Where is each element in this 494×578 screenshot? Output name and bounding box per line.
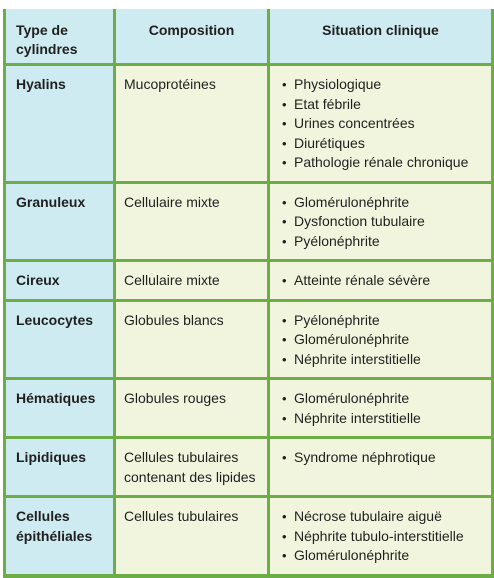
cast-type-cell: Hématiques [5, 379, 115, 438]
composition-cell: Globules rouges [115, 379, 269, 438]
list-item: • Glomérulonéphrite [282, 330, 485, 350]
list-item: • Pyélonéphrite [282, 311, 485, 331]
list-item: • Physiologique [282, 75, 485, 95]
situation-list [282, 389, 485, 428]
list-item: • Pyélonéphrite [282, 232, 485, 252]
cast-type-cell: Granuleux [5, 182, 115, 261]
header-composition: Composition [115, 9, 269, 65]
clinical-situation-cell [269, 182, 493, 261]
cast-type-cell: Cireux [5, 261, 115, 301]
list-item: • Syndrome néphrotique [282, 448, 485, 468]
clinical-situation-cell [269, 65, 493, 183]
list-item: • Urines concentrées [282, 114, 485, 134]
clinical-situation-cell [269, 497, 493, 576]
clinical-situation-cell [269, 300, 493, 379]
header-row [5, 9, 493, 65]
list-item: • Glomérulonéphrite [282, 546, 485, 566]
table-row [5, 438, 493, 497]
list-item: • Dysfonction tubulaire [282, 212, 485, 232]
situation-list [282, 75, 485, 173]
list-item: • Etat fébrile [282, 95, 485, 115]
list-item: • Atteinte rénale sévère [282, 271, 485, 291]
situation-list [282, 271, 485, 291]
composition-cell: Globules blancs [115, 300, 269, 379]
table-row [5, 300, 493, 379]
list-item: • Néphrite tubulo-interstitielle [282, 527, 485, 547]
header-situation: Situation clinique [269, 9, 493, 65]
composition-cell: Cellulaire mixte [115, 182, 269, 261]
table-row [5, 497, 493, 576]
table-row [5, 65, 493, 183]
situation-list [282, 507, 485, 566]
cast-type-cell: Lipidiques [5, 438, 115, 497]
cast-type-cell: Cellules épithéliales [5, 497, 115, 576]
situation-list [282, 311, 485, 370]
header-type: Type de cylindres [5, 9, 115, 65]
list-item: • Glomérulonéphrite [282, 389, 485, 409]
composition-cell: Cellulaire mixte [115, 261, 269, 301]
composition-cell: Cellules tubulaires [115, 497, 269, 576]
situation-list [282, 193, 485, 252]
composition-cell: Cellules tubulaires contenant des lipides [115, 438, 269, 497]
list-item: • Diurétiques [282, 134, 485, 154]
list-item: • Pathologie rénale chronique [282, 153, 485, 173]
cast-type-cell: Hyalins [5, 65, 115, 183]
situation-list [282, 448, 485, 468]
table-row [5, 182, 493, 261]
list-item: • Néphrite interstitielle [282, 409, 485, 429]
cast-type-cell: Leucocytes [5, 300, 115, 379]
urinary-casts-table [3, 9, 494, 578]
clinical-situation-cell [269, 261, 493, 301]
list-item: • Glomérulonéphrite [282, 193, 485, 213]
table-row [5, 379, 493, 438]
list-item: • Néphrite interstitielle [282, 350, 485, 370]
composition-cell: Mucoprotéines [115, 65, 269, 183]
table-row [5, 261, 493, 301]
clinical-situation-cell [269, 438, 493, 497]
list-item: • Nécrose tubulaire aiguë [282, 507, 485, 527]
clinical-situation-cell [269, 379, 493, 438]
